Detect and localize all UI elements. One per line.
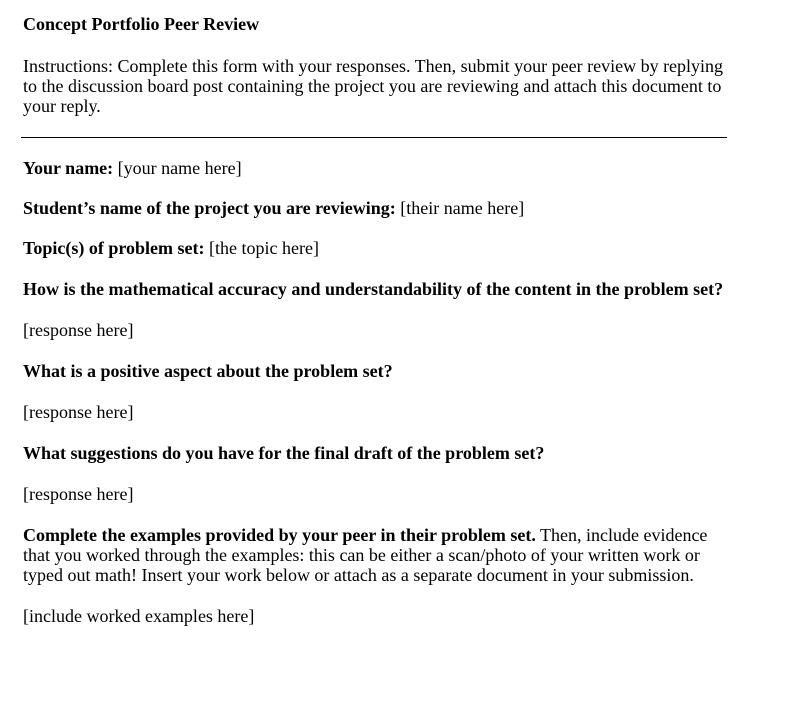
response-worked-examples[interactable]: [include worked examples here] bbox=[23, 606, 255, 626]
horizontal-divider bbox=[21, 137, 727, 138]
response-suggestions[interactable]: [response here] bbox=[23, 484, 134, 504]
your-name-field bbox=[23, 158, 728, 178]
question-suggestions: What suggestions do you have for the final draft of the problem set? bbox=[23, 443, 545, 463]
question-positive-aspect: What is a positive aspect about the problem set? bbox=[23, 361, 393, 381]
document-title: Concept Portfolio Peer Review bbox=[23, 14, 260, 34]
student-name-value[interactable]: [their name here] bbox=[400, 198, 525, 218]
topic-value[interactable]: [the topic here] bbox=[209, 238, 319, 258]
your-name-label: Your name: bbox=[23, 158, 114, 178]
document-page bbox=[23, 14, 728, 626]
topic-label: Topic(s) of problem set: bbox=[23, 238, 205, 258]
student-name-label: Student’s name of the project you are reviewing: bbox=[23, 198, 396, 218]
worked-examples-prompt-bold: Complete the examples provided by your peer in their problem set. bbox=[23, 525, 536, 545]
topic-field bbox=[23, 238, 728, 258]
question-accuracy: How is the mathematical accuracy and understandability of the content in the problem set? bbox=[23, 279, 724, 299]
worked-examples-prompt-rest: Then, include evidence that you worked through the examples: this can be either a scan/photo of your written work or typed out math! Insert your work below or attach as a separate document in your submission. bbox=[23, 525, 708, 585]
student-name-field bbox=[23, 198, 728, 218]
instructions-paragraph: Instructions: Complete this form with your responses. Then, submit your peer review by replying to the discussion board post containing the project you are reviewing and attach this document to your reply. bbox=[23, 56, 724, 116]
your-name-value[interactable]: [your name here] bbox=[117, 158, 242, 178]
worked-examples-prompt bbox=[23, 525, 728, 585]
response-accuracy[interactable]: [response here] bbox=[23, 320, 134, 340]
response-positive-aspect[interactable]: [response here] bbox=[23, 402, 134, 422]
